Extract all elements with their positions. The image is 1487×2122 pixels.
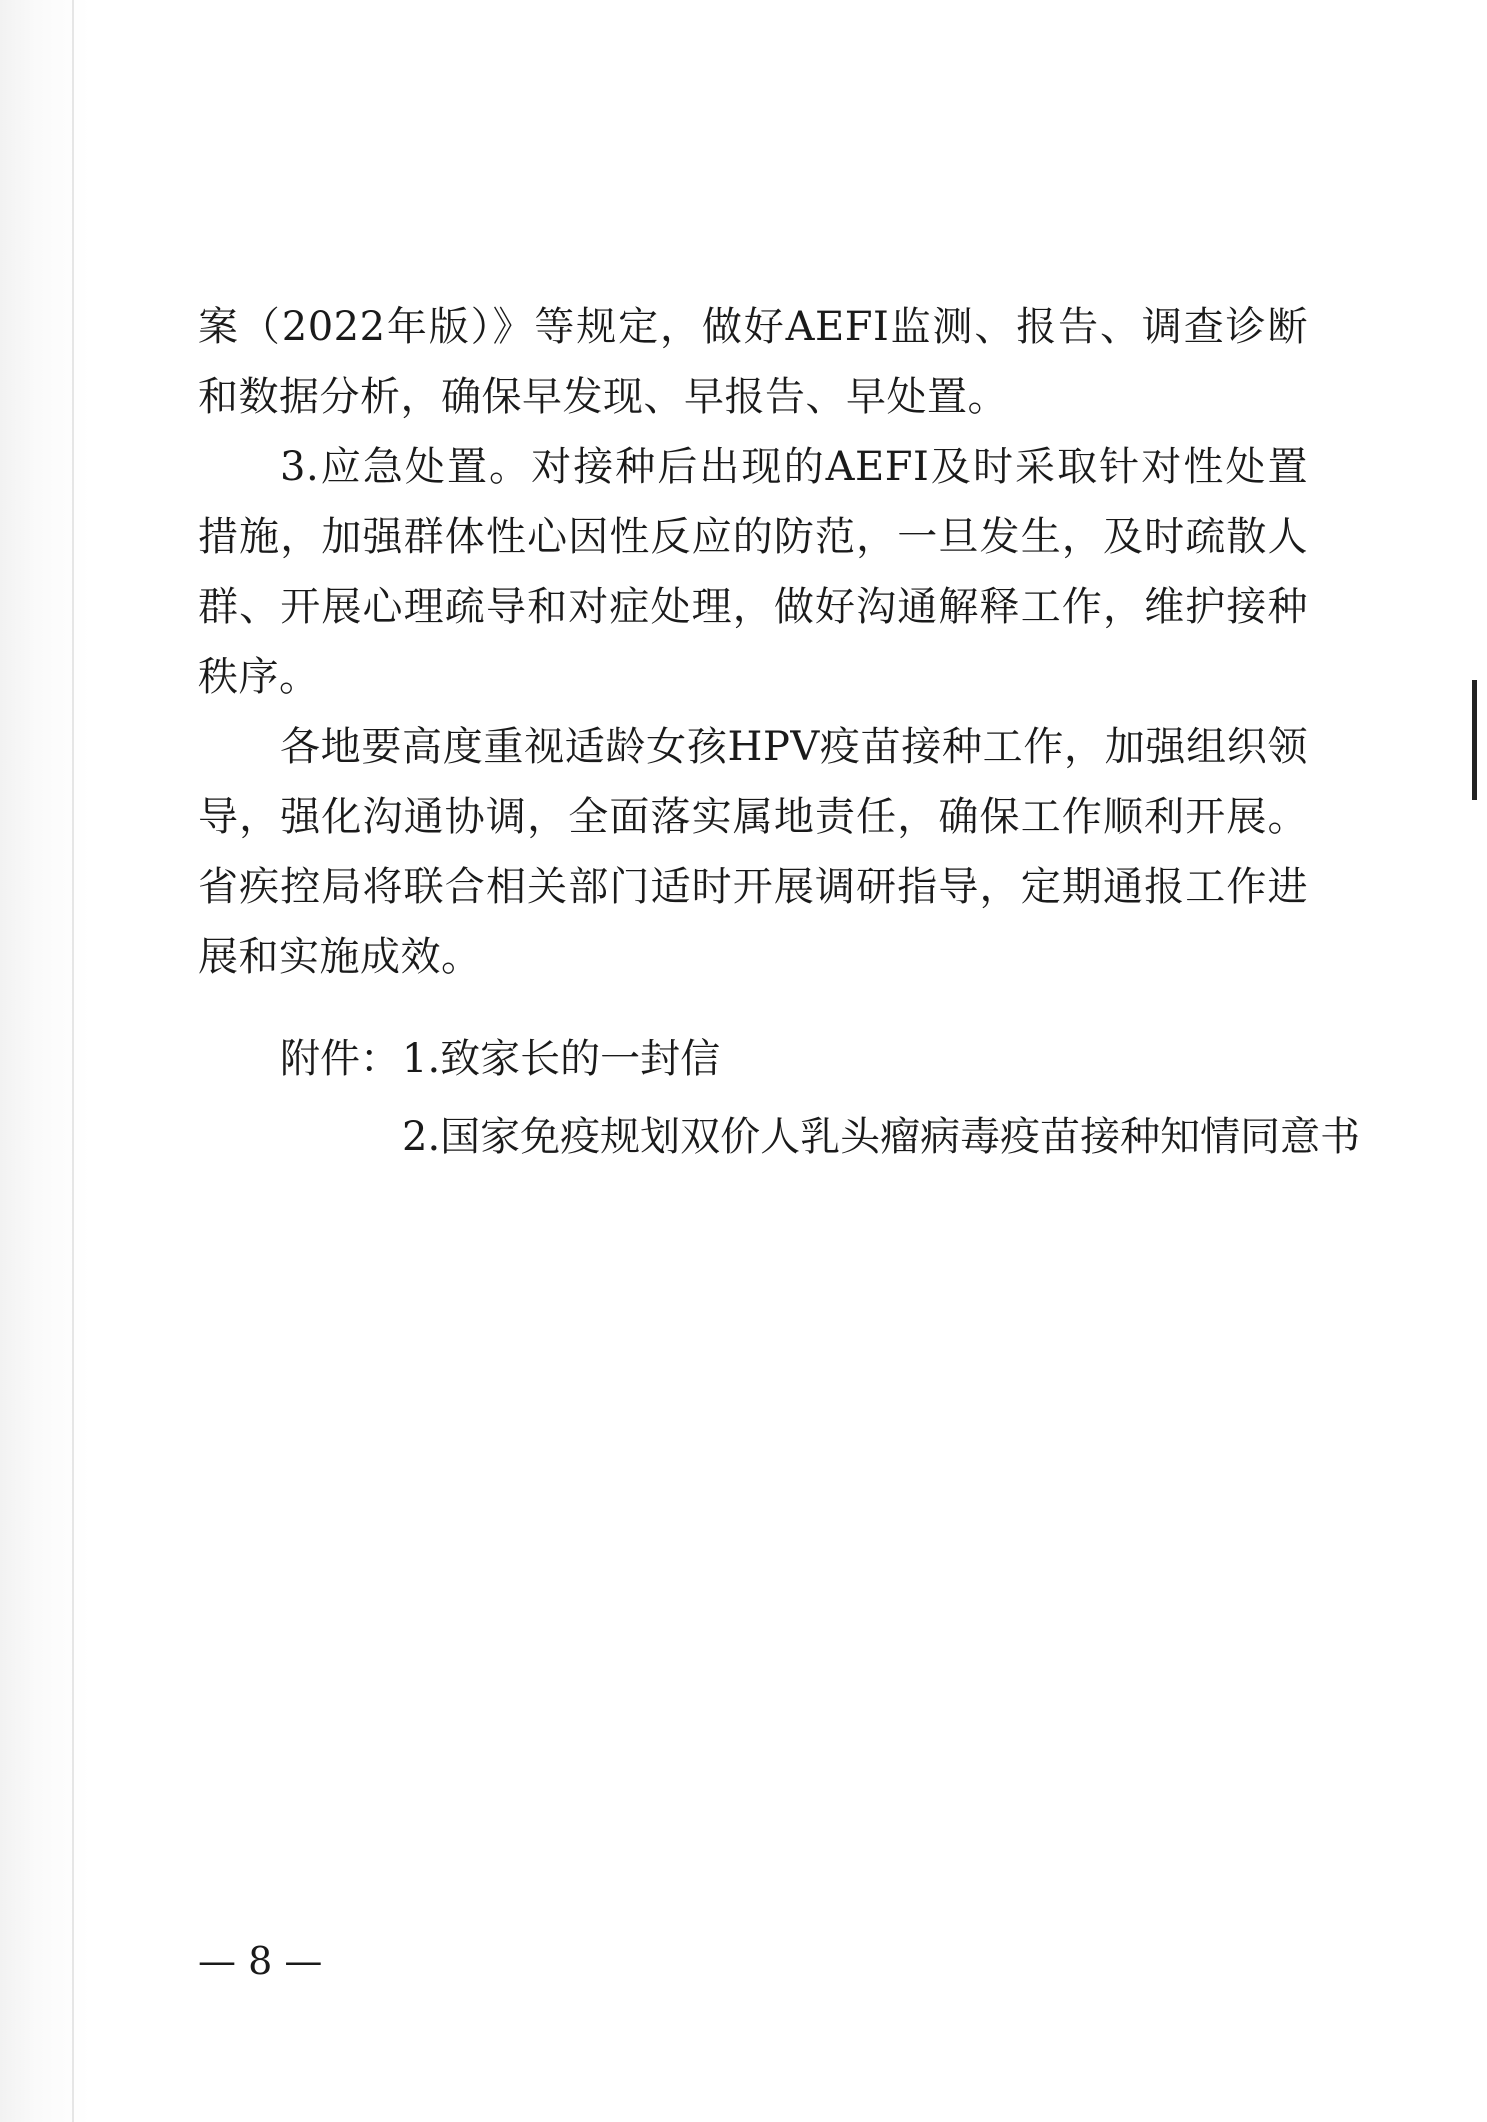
page-number: — 8 —: [198, 1939, 323, 1983]
attachments-list: [280, 1020, 1361, 1176]
paragraph-emergency-handling: 3.应急处置。对接种后出现的AEFI及时采取针对性处置措施，加强群体性心因性反应的防范，一旦发生，及时疏散人群、开展心理疏导和对症处理，做好沟通解释工作，维护接种秩序。: [198, 444, 1308, 700]
scan-shadow-left: [0, 0, 90, 2122]
scan-mark-right: [1472, 680, 1477, 800]
attachment-row: [280, 1098, 1361, 1176]
paragraph-closing: 各地要高度重视适龄女孩HPV疫苗接种工作，加强组织领导，强化沟通协调，全面落实属地责任，确保工作顺利开展。省疾控局将联合相关部门适时开展调研指导，定期通报工作进展和实施成效。: [198, 724, 1308, 980]
attachments-label: 附件：: [280, 1036, 400, 1082]
attachment-row: [280, 1020, 1320, 1098]
scan-fold-line: [72, 0, 74, 2122]
document-body: [198, 292, 1308, 992]
paragraph-continuation: 案（2022年版）》等规定，做好AEFI监测、报告、调查诊断和数据分析，确保早发现、早报告、早处置。: [198, 304, 1308, 420]
attachment-item: 1.致家长的一封信: [402, 1036, 721, 1082]
attachment-item: 2.国家免疫规划双价人乳头瘤病毒疫苗接种知情同意书: [402, 1114, 1361, 1160]
